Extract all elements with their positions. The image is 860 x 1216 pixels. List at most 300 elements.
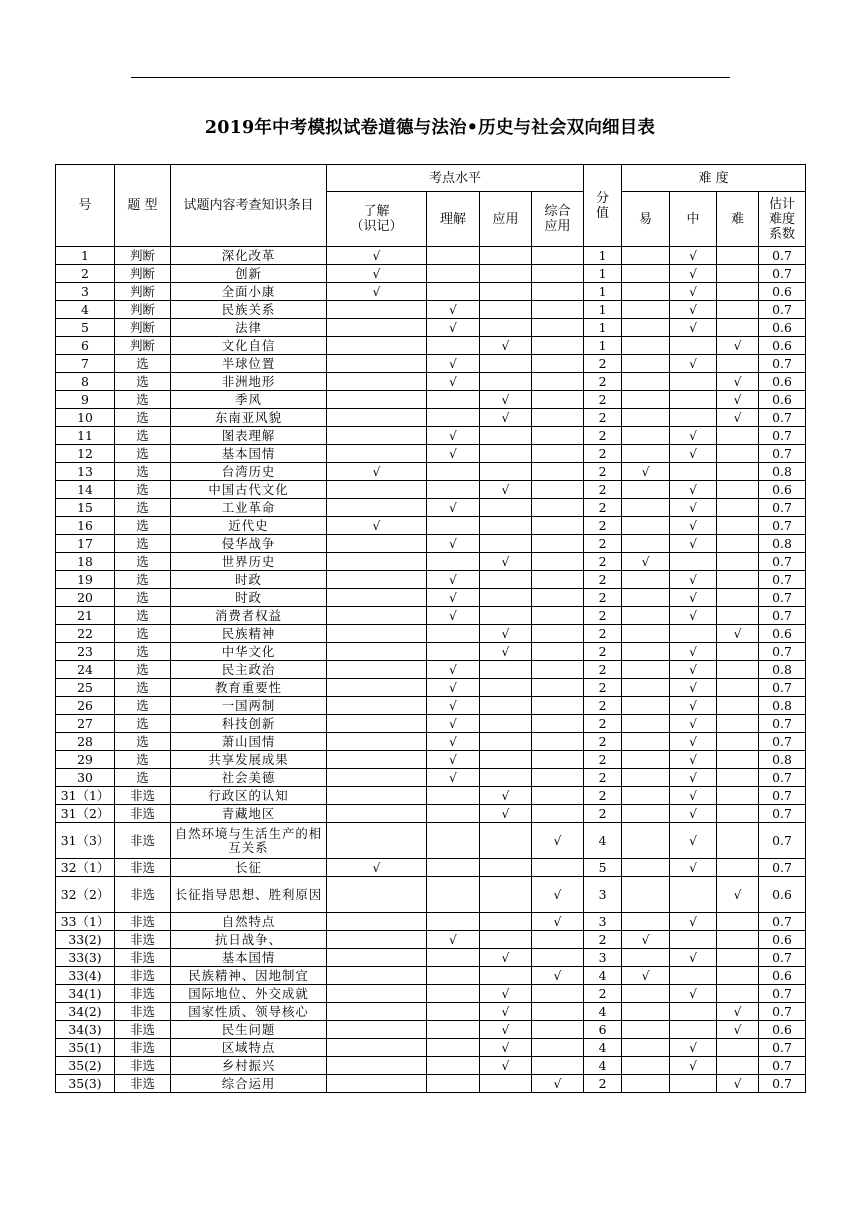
level-check-mark: √ xyxy=(327,247,427,265)
question-number: 24 xyxy=(56,661,115,679)
knowledge-item: 民族关系 xyxy=(171,301,327,319)
score-value: 2 xyxy=(584,409,622,427)
level-cell xyxy=(427,1057,480,1075)
knowledge-item: 侵华战争 xyxy=(171,535,327,553)
difficulty-cell xyxy=(622,445,670,463)
difficulty-check-mark: √ xyxy=(670,535,717,553)
difficulty-check-mark: √ xyxy=(717,391,759,409)
question-number: 4 xyxy=(56,301,115,319)
knowledge-item: 时政 xyxy=(171,589,327,607)
difficulty-coefficient: 0.7 xyxy=(759,445,806,463)
question-number: 31（3） xyxy=(56,823,115,859)
difficulty-cell xyxy=(622,535,670,553)
table-row xyxy=(56,1075,806,1093)
table-row xyxy=(56,769,806,787)
knowledge-item: 图表理解 xyxy=(171,427,327,445)
score-value: 5 xyxy=(584,859,622,877)
knowledge-item: 创新 xyxy=(171,265,327,283)
level-cell xyxy=(532,301,584,319)
difficulty-cell xyxy=(717,913,759,931)
difficulty-cell xyxy=(622,733,670,751)
knowledge-item: 自然特点 xyxy=(171,913,327,931)
level-cell xyxy=(327,553,427,571)
question-type: 非选 xyxy=(115,1021,171,1039)
table-row xyxy=(56,913,806,931)
question-number: 3 xyxy=(56,283,115,301)
level-check-mark: √ xyxy=(427,697,480,715)
question-type: 非选 xyxy=(115,967,171,985)
level-check-mark: √ xyxy=(480,337,532,355)
table-row xyxy=(56,733,806,751)
question-number: 9 xyxy=(56,391,115,409)
difficulty-cell xyxy=(622,373,670,391)
question-type: 选 xyxy=(115,517,171,535)
level-cell xyxy=(532,733,584,751)
difficulty-cell xyxy=(717,499,759,517)
question-type: 选 xyxy=(115,625,171,643)
score-value: 2 xyxy=(584,715,622,733)
level-cell xyxy=(480,247,532,265)
level-cell xyxy=(480,697,532,715)
difficulty-check-mark: √ xyxy=(670,247,717,265)
knowledge-item: 基本国情 xyxy=(171,445,327,463)
table-body xyxy=(56,247,806,1093)
knowledge-item: 世界历史 xyxy=(171,553,327,571)
level-cell xyxy=(427,787,480,805)
level-cell xyxy=(532,1057,584,1075)
level-cell xyxy=(480,751,532,769)
question-number: 15 xyxy=(56,499,115,517)
knowledge-item: 中华文化 xyxy=(171,643,327,661)
table-row xyxy=(56,499,806,517)
level-check-mark: √ xyxy=(480,625,532,643)
difficulty-coefficient: 0.7 xyxy=(759,427,806,445)
level-cell xyxy=(327,787,427,805)
question-type: 判断 xyxy=(115,283,171,301)
question-type: 选 xyxy=(115,409,171,427)
question-number: 1 xyxy=(56,247,115,265)
difficulty-cell xyxy=(670,931,717,949)
score-value: 2 xyxy=(584,535,622,553)
difficulty-check-mark: √ xyxy=(670,985,717,1003)
difficulty-cell xyxy=(622,499,670,517)
score-value: 2 xyxy=(584,571,622,589)
difficulty-coefficient: 0.7 xyxy=(759,679,806,697)
knowledge-item: 青藏地区 xyxy=(171,805,327,823)
table-row xyxy=(56,805,806,823)
level-cell xyxy=(480,571,532,589)
score-value: 1 xyxy=(584,337,622,355)
header-level-apply: 应用 xyxy=(480,192,532,247)
level-check-mark: √ xyxy=(427,715,480,733)
knowledge-item: 基本国情 xyxy=(171,949,327,967)
question-type: 非选 xyxy=(115,1039,171,1057)
difficulty-check-mark: √ xyxy=(670,697,717,715)
level-cell xyxy=(327,481,427,499)
question-number: 18 xyxy=(56,553,115,571)
table-row xyxy=(56,283,806,301)
level-cell xyxy=(327,607,427,625)
difficulty-check-mark: √ xyxy=(670,355,717,373)
level-cell xyxy=(480,355,532,373)
level-cell xyxy=(327,373,427,391)
difficulty-coefficient: 0.7 xyxy=(759,913,806,931)
difficulty-coefficient: 0.7 xyxy=(759,571,806,589)
difficulty-cell xyxy=(622,481,670,499)
level-check-mark: √ xyxy=(532,823,584,859)
table-row xyxy=(56,679,806,697)
question-type: 非选 xyxy=(115,823,171,859)
knowledge-item: 半球位置 xyxy=(171,355,327,373)
level-cell xyxy=(427,949,480,967)
score-value: 2 xyxy=(584,733,622,751)
level-check-mark: √ xyxy=(480,1039,532,1057)
difficulty-coefficient: 0.7 xyxy=(759,949,806,967)
table-row xyxy=(56,697,806,715)
question-type: 非选 xyxy=(115,1075,171,1093)
table-row xyxy=(56,787,806,805)
level-check-mark: √ xyxy=(480,1021,532,1039)
score-value: 2 xyxy=(584,463,622,481)
difficulty-check-mark: √ xyxy=(670,571,717,589)
level-cell xyxy=(427,859,480,877)
difficulty-cell xyxy=(717,553,759,571)
difficulty-coefficient: 0.7 xyxy=(759,823,806,859)
knowledge-item: 非洲地形 xyxy=(171,373,327,391)
level-check-mark: √ xyxy=(427,535,480,553)
difficulty-cell xyxy=(717,607,759,625)
score-value: 1 xyxy=(584,265,622,283)
question-number: 10 xyxy=(56,409,115,427)
difficulty-cell xyxy=(622,1075,670,1093)
level-cell xyxy=(532,517,584,535)
difficulty-coefficient: 0.7 xyxy=(759,859,806,877)
question-type: 非选 xyxy=(115,931,171,949)
level-cell xyxy=(480,517,532,535)
difficulty-cell xyxy=(670,409,717,427)
level-cell xyxy=(327,715,427,733)
knowledge-item: 国家性质、领导核心 xyxy=(171,1003,327,1021)
difficulty-coefficient: 0.7 xyxy=(759,643,806,661)
score-value: 3 xyxy=(584,913,622,931)
question-type: 选 xyxy=(115,463,171,481)
difficulty-cell xyxy=(622,409,670,427)
question-number: 25 xyxy=(56,679,115,697)
difficulty-cell xyxy=(622,769,670,787)
table-row xyxy=(56,751,806,769)
difficulty-cell xyxy=(622,427,670,445)
level-check-mark: √ xyxy=(480,643,532,661)
level-check-mark: √ xyxy=(427,769,480,787)
level-cell xyxy=(532,607,584,625)
header-score: 分 值 xyxy=(584,165,622,247)
difficulty-check-mark: √ xyxy=(670,283,717,301)
level-check-mark: √ xyxy=(532,877,584,913)
table-row xyxy=(56,247,806,265)
table-row xyxy=(56,985,806,1003)
level-cell xyxy=(532,625,584,643)
difficulty-cell xyxy=(717,589,759,607)
score-value: 2 xyxy=(584,499,622,517)
knowledge-item: 长征 xyxy=(171,859,327,877)
knowledge-item: 国际地位、外交成就 xyxy=(171,985,327,1003)
question-type: 选 xyxy=(115,607,171,625)
knowledge-item: 工业革命 xyxy=(171,499,327,517)
level-cell xyxy=(427,1003,480,1021)
level-check-mark: √ xyxy=(532,913,584,931)
difficulty-check-mark: √ xyxy=(670,733,717,751)
question-type: 选 xyxy=(115,679,171,697)
level-check-mark: √ xyxy=(532,1075,584,1093)
question-type: 选 xyxy=(115,733,171,751)
difficulty-cell xyxy=(717,733,759,751)
question-number: 31（1） xyxy=(56,787,115,805)
difficulty-coefficient: 0.6 xyxy=(759,625,806,643)
level-cell xyxy=(532,697,584,715)
question-type: 选 xyxy=(115,715,171,733)
difficulty-coefficient: 0.7 xyxy=(759,589,806,607)
knowledge-item: 教育重要性 xyxy=(171,679,327,697)
difficulty-check-mark: √ xyxy=(670,679,717,697)
difficulty-cell xyxy=(622,301,670,319)
difficulty-cell xyxy=(717,1039,759,1057)
question-number: 13 xyxy=(56,463,115,481)
knowledge-item: 综合运用 xyxy=(171,1075,327,1093)
difficulty-coefficient: 0.7 xyxy=(759,733,806,751)
score-value: 3 xyxy=(584,877,622,913)
knowledge-item: 消费者权益 xyxy=(171,607,327,625)
level-cell xyxy=(427,913,480,931)
level-check-mark: √ xyxy=(427,319,480,337)
level-check-mark: √ xyxy=(480,787,532,805)
question-type: 选 xyxy=(115,697,171,715)
score-value: 2 xyxy=(584,931,622,949)
level-cell xyxy=(327,949,427,967)
difficulty-cell xyxy=(622,607,670,625)
difficulty-cell xyxy=(622,625,670,643)
knowledge-item: 长征指导思想、胜利原因 xyxy=(171,877,327,913)
difficulty-check-mark: √ xyxy=(670,1039,717,1057)
difficulty-cell xyxy=(622,589,670,607)
difficulty-coefficient: 0.7 xyxy=(759,553,806,571)
level-check-mark: √ xyxy=(427,931,480,949)
question-number: 31（2） xyxy=(56,805,115,823)
level-cell xyxy=(532,1039,584,1057)
difficulty-coefficient: 0.6 xyxy=(759,391,806,409)
level-cell xyxy=(327,985,427,1003)
question-type: 非选 xyxy=(115,949,171,967)
question-type: 非选 xyxy=(115,877,171,913)
difficulty-cell xyxy=(717,355,759,373)
difficulty-coefficient: 0.7 xyxy=(759,805,806,823)
level-cell xyxy=(327,355,427,373)
difficulty-cell xyxy=(717,445,759,463)
level-cell xyxy=(327,751,427,769)
table-row xyxy=(56,409,806,427)
difficulty-cell xyxy=(717,427,759,445)
level-cell xyxy=(532,283,584,301)
score-value: 1 xyxy=(584,301,622,319)
level-cell xyxy=(532,715,584,733)
question-number: 30 xyxy=(56,769,115,787)
difficulty-cell xyxy=(622,715,670,733)
difficulty-coefficient: 0.7 xyxy=(759,985,806,1003)
question-type: 非选 xyxy=(115,985,171,1003)
difficulty-cell xyxy=(622,319,670,337)
level-cell xyxy=(427,283,480,301)
question-type: 选 xyxy=(115,373,171,391)
difficulty-cell xyxy=(670,877,717,913)
level-check-mark: √ xyxy=(427,571,480,589)
difficulty-check-mark: √ xyxy=(670,517,717,535)
level-cell xyxy=(532,643,584,661)
level-cell xyxy=(532,661,584,679)
question-type: 选 xyxy=(115,535,171,553)
level-cell xyxy=(427,1021,480,1039)
level-cell xyxy=(480,679,532,697)
difficulty-cell xyxy=(717,643,759,661)
difficulty-cell xyxy=(717,931,759,949)
level-cell xyxy=(480,607,532,625)
level-cell xyxy=(327,391,427,409)
difficulty-check-mark: √ xyxy=(670,643,717,661)
score-value: 4 xyxy=(584,1003,622,1021)
header-level-group: 考点水平 xyxy=(327,165,584,192)
level-cell xyxy=(327,1039,427,1057)
table-row xyxy=(56,319,806,337)
question-number: 29 xyxy=(56,751,115,769)
question-number: 35(2) xyxy=(56,1057,115,1075)
level-check-mark: √ xyxy=(427,355,480,373)
table-row xyxy=(56,481,806,499)
table-row xyxy=(56,823,806,859)
difficulty-check-mark: √ xyxy=(622,931,670,949)
level-cell xyxy=(480,931,532,949)
score-value: 4 xyxy=(584,1057,622,1075)
level-cell xyxy=(532,337,584,355)
level-cell xyxy=(532,931,584,949)
level-cell xyxy=(327,1075,427,1093)
level-cell xyxy=(532,553,584,571)
difficulty-check-mark: √ xyxy=(670,445,717,463)
level-cell xyxy=(480,589,532,607)
score-value: 2 xyxy=(584,517,622,535)
level-check-mark: √ xyxy=(480,949,532,967)
question-type: 选 xyxy=(115,643,171,661)
difficulty-cell xyxy=(717,949,759,967)
header-content: 试题内容考查知识条目 xyxy=(171,165,327,247)
score-value: 2 xyxy=(584,553,622,571)
difficulty-coefficient: 0.7 xyxy=(759,355,806,373)
difficulty-cell xyxy=(717,247,759,265)
level-cell xyxy=(480,319,532,337)
score-value: 2 xyxy=(584,1075,622,1093)
knowledge-item: 法律 xyxy=(171,319,327,337)
score-value: 2 xyxy=(584,661,622,679)
difficulty-cell xyxy=(622,823,670,859)
difficulty-cell xyxy=(622,679,670,697)
table-row xyxy=(56,391,806,409)
question-type: 判断 xyxy=(115,319,171,337)
level-cell xyxy=(327,499,427,517)
knowledge-item: 近代史 xyxy=(171,517,327,535)
difficulty-check-mark: √ xyxy=(717,1075,759,1093)
knowledge-item: 季风 xyxy=(171,391,327,409)
question-type: 选 xyxy=(115,481,171,499)
knowledge-item: 民生问题 xyxy=(171,1021,327,1039)
level-cell xyxy=(480,967,532,985)
level-cell xyxy=(480,913,532,931)
level-cell xyxy=(532,1003,584,1021)
question-type: 选 xyxy=(115,427,171,445)
table-row xyxy=(56,553,806,571)
top-rule xyxy=(131,77,730,78)
question-number: 2 xyxy=(56,265,115,283)
score-value: 2 xyxy=(584,391,622,409)
table-row xyxy=(56,427,806,445)
score-value: 2 xyxy=(584,481,622,499)
level-check-mark: √ xyxy=(427,661,480,679)
knowledge-item: 抗日战争、 xyxy=(171,931,327,949)
question-number: 22 xyxy=(56,625,115,643)
difficulty-cell xyxy=(717,283,759,301)
question-number: 17 xyxy=(56,535,115,553)
question-type: 非选 xyxy=(115,1003,171,1021)
difficulty-check-mark: √ xyxy=(717,409,759,427)
difficulty-cell xyxy=(717,805,759,823)
table-row xyxy=(56,355,806,373)
score-value: 2 xyxy=(584,805,622,823)
score-value: 2 xyxy=(584,427,622,445)
difficulty-cell xyxy=(622,805,670,823)
level-check-mark: √ xyxy=(427,607,480,625)
level-cell xyxy=(532,319,584,337)
level-cell xyxy=(327,625,427,643)
score-value: 2 xyxy=(584,985,622,1003)
difficulty-coefficient: 0.6 xyxy=(759,967,806,985)
level-cell xyxy=(532,571,584,589)
difficulty-cell xyxy=(670,1075,717,1093)
level-cell xyxy=(480,1075,532,1093)
difficulty-cell xyxy=(622,391,670,409)
level-cell xyxy=(532,481,584,499)
difficulty-check-mark: √ xyxy=(717,1021,759,1039)
level-cell xyxy=(532,751,584,769)
question-type: 选 xyxy=(115,571,171,589)
table-row xyxy=(56,571,806,589)
score-value: 2 xyxy=(584,373,622,391)
table-row xyxy=(56,265,806,283)
difficulty-cell xyxy=(717,1057,759,1075)
difficulty-check-mark: √ xyxy=(670,589,717,607)
question-number: 21 xyxy=(56,607,115,625)
knowledge-item: 民族精神 xyxy=(171,625,327,643)
level-cell xyxy=(532,949,584,967)
level-cell xyxy=(327,643,427,661)
header-level-recall: 了解 （识记） xyxy=(327,192,427,247)
difficulty-coefficient: 0.6 xyxy=(759,319,806,337)
score-value: 2 xyxy=(584,445,622,463)
difficulty-coefficient: 0.6 xyxy=(759,877,806,913)
level-cell xyxy=(427,337,480,355)
difficulty-cell xyxy=(622,859,670,877)
knowledge-item: 东南亚风貌 xyxy=(171,409,327,427)
level-cell xyxy=(480,715,532,733)
difficulty-check-mark: √ xyxy=(670,823,717,859)
table-row xyxy=(56,643,806,661)
score-value: 2 xyxy=(584,787,622,805)
question-number: 5 xyxy=(56,319,115,337)
